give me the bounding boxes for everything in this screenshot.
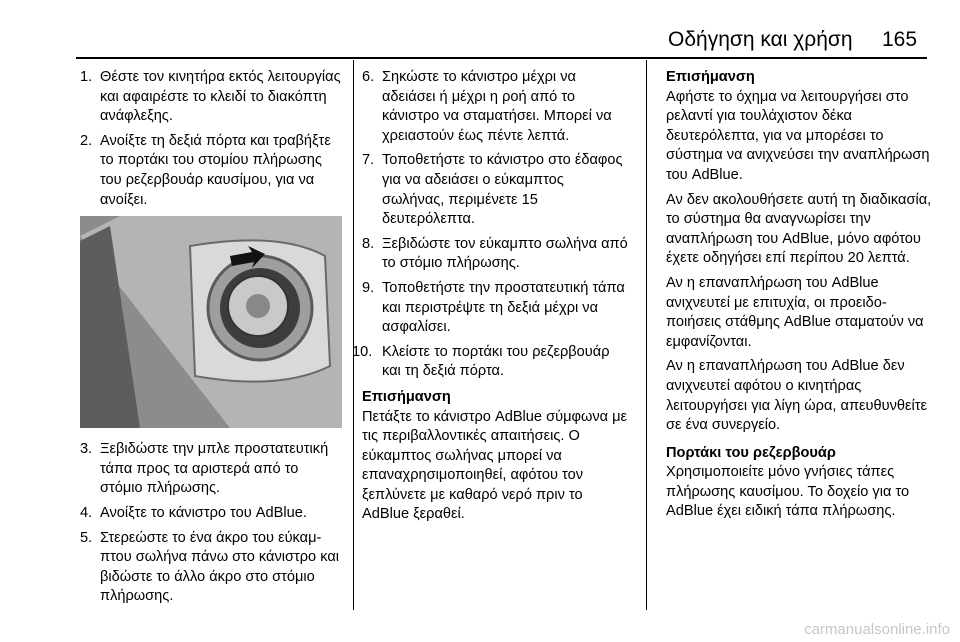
- note-text: Πετάξτε το κάνιστρο AdBlue σύμφωνα με τις περιβαλλοντικές απαιτήσεις. Ο εύκαμπτος σωλήνας μπορεί να επαναχρησιμοποιηθεί, αφότου τον ξεπλύνετε με καθαρό νερό πριν το AdBlue ξεραθεί.: [362, 408, 628, 523]
- note-paragraph: Αν η επαναπλήρωση του AdBlue ανιχνευτεί με επιτυχία, οι προειδοποιήσεις στάθμης AdBlue σταματούν να εμφανίζονται.: [666, 274, 924, 350]
- list-item: 7. Τοποθετήστε το κάνιστρο στο έδαφος για να αδειάσει ο εύκαμπτος σωλήνας, περιμένετε 15 δευτερόλεπτα.: [362, 152, 623, 228]
- section-text: Χρησιμοποιείτε μόνο γνήσιες τάπες πλήρωσης καυσίμου. Το δοχείο για το AdBlue έχει ειδική τάπα πλήρωσης.: [666, 464, 910, 520]
- steps-list-c: [352, 68, 630, 382]
- column-divider: [646, 60, 647, 610]
- list-item: 5. Στερεώστε το ένα άκρο του εύκαμπτου σωλήνα πάνω στο κάνιστρο και βιδώστε το άλλο άκρο στο στόμιο πλήρωσης.: [80, 529, 340, 605]
- column-3: [666, 68, 932, 527]
- list-item: 1. Θέστε τον κινητήρα εκτός λειτουργίας και αφαιρέστε το κλειδί το διακόπτη ανάφλεξης.: [80, 69, 341, 125]
- watermark: carmanualsonline.info: [804, 621, 950, 638]
- list-item: 4. Ανοίξτε το κάνιστρο του AdBlue.: [80, 504, 307, 521]
- note-paragraph: Αν η επαναπλήρωση του AdBlue δεν ανιχνευτεί αφότου ο κινητήρας λειτουργήσει για λίγη ώρα, απευθυνθείτε σε ένα συνεργείο.: [666, 358, 928, 434]
- section-heading: Πορτάκι του ρεζερβουάρ: [666, 444, 836, 461]
- steps-list-a: [80, 68, 342, 210]
- note-paragraph: Αν δεν ακολουθήσετε αυτή τη διαδικασία, το σύστημα θα αναγνωρίσει την αναπλήρωση του AdBlue, μόνο αφότου έχετε οδηγήσει επί περίπου 20 λεπτά.: [666, 191, 932, 267]
- fuel-filler-photo: [80, 216, 342, 428]
- header-rule: [76, 57, 927, 59]
- list-item: 3. Ξεβιδώστε την μπλε προστατευτική τάπα προς τα αριστερά από το στόμιο πλήρωσης.: [80, 441, 329, 497]
- steps-list-b: [80, 440, 342, 607]
- list-item: 2. Ανοίξτε τη δεξιά πόρτα και τραβήξτε το πορτάκι του στομίου πλήρωσης του ρεζερβουάρ καυσίμου, για να ανοίξει.: [80, 132, 331, 208]
- filler-cap-illustration: [80, 216, 342, 428]
- note-heading: Επισήμανση: [362, 388, 451, 405]
- column-divider: [353, 60, 354, 610]
- list-item: 8. Ξεβιδώστε τον εύκαμπτο σωλήνα από το στόμιο πλήρωσης.: [362, 235, 628, 272]
- column-2: [352, 68, 630, 530]
- list-item: 9. Τοποθετήστε την προστατευτική τάπα και περιστρέψτε τη δεξιά μέχρι να ασφαλίσει.: [362, 279, 625, 336]
- list-item: 6. Σηκώστε το κάνιστρο μέχρι να αδειάσει ή μέχρι η ροή από το κάνιστρο να σταματήσει. Μπορεί να χρειαστούν έως πέντε λεπτά.: [362, 69, 612, 144]
- page-header-title: Οδήγηση και χρήση: [668, 28, 853, 51]
- note-heading: Επισήμανση: [666, 69, 755, 85]
- note-paragraph: Αφήστε το όχημα να λειτουργήσει στο ρελαντί για τουλάχιστον δέκα δευτερόλεπτα, για να μπορέσει το σύστημα να ανιχνεύσει την αναπλήρωση του AdBlue.: [666, 88, 930, 183]
- list-item: 10. Κλείστε το πορτάκι του ρεζερβουάρ και τη δεξιά πόρτα.: [352, 343, 610, 380]
- page-number: 165: [882, 28, 918, 51]
- column-1: [80, 68, 342, 612]
